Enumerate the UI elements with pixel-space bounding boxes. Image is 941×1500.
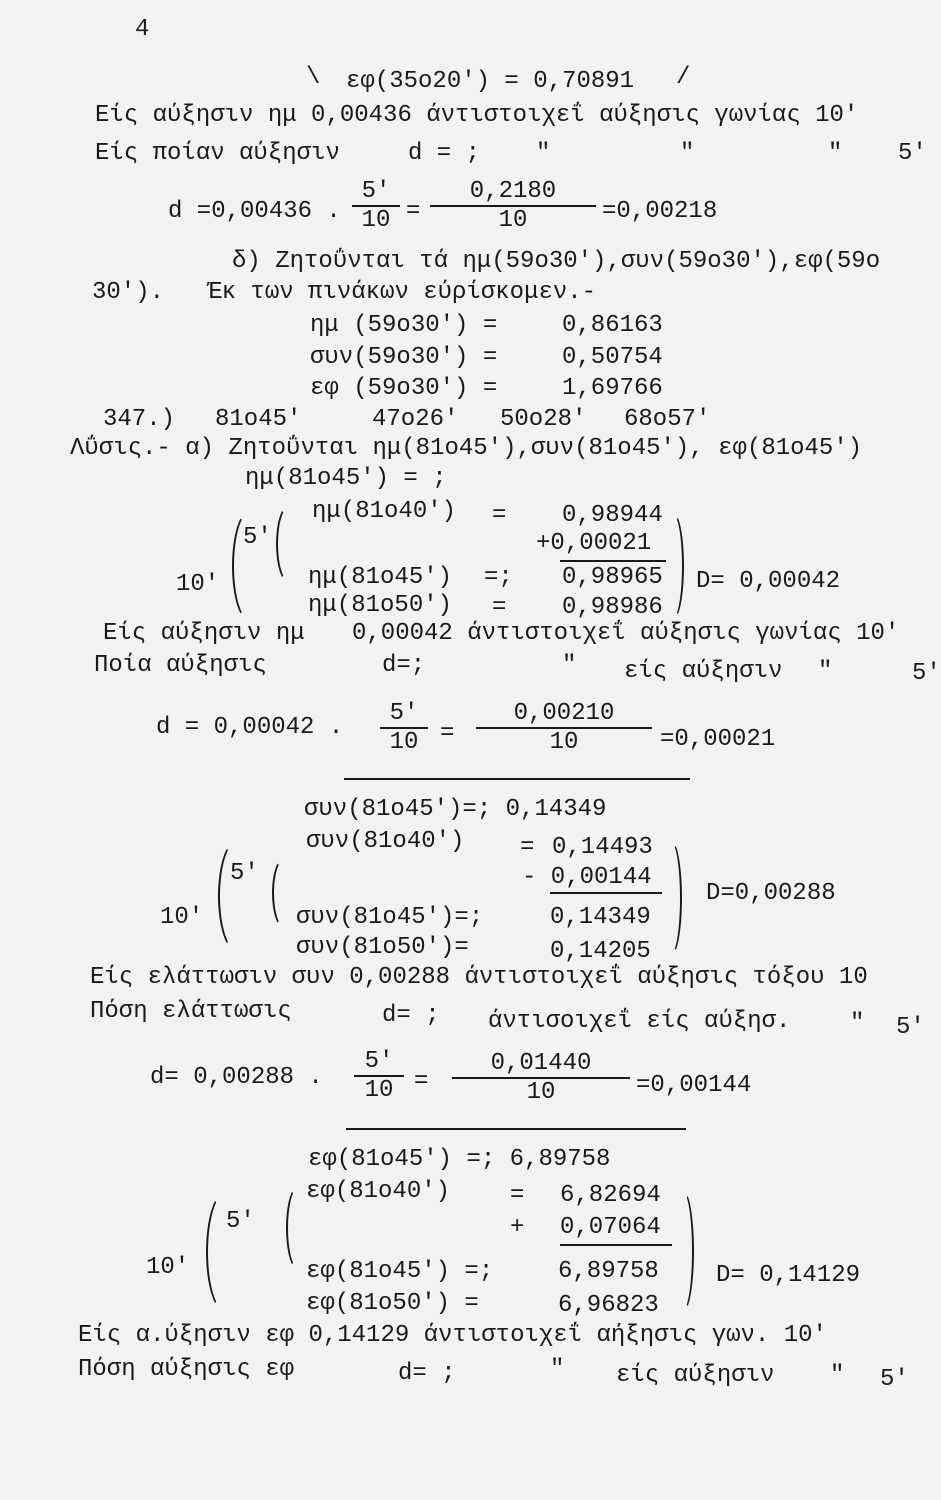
value: 0,14349 (550, 904, 651, 931)
separator-rule (344, 778, 690, 780)
fraction-num: 0,00210 (476, 702, 652, 729)
delta-value: D= 0,00042 (696, 568, 841, 595)
fraction (476, 702, 652, 755)
value: 0,14493 (552, 834, 653, 861)
fraction-num: 5′ (352, 180, 400, 207)
calc-result: =0,00021 (660, 726, 776, 753)
value: 0,86163 (562, 312, 663, 339)
five-minutes: 5′ (226, 1208, 255, 1235)
text-line: Ποία αύξησις (94, 652, 267, 679)
ditto-mark: " (830, 1362, 845, 1389)
tan-label: εφ(81ο40′) (306, 1178, 451, 1205)
angle: 50ο28′ (500, 406, 587, 433)
fraction-den: 10 (549, 729, 579, 756)
five-minutes: 5′ (230, 860, 259, 887)
cos-label: συν(81ο40′) (306, 828, 465, 855)
angle: 68ο57′ (624, 406, 711, 433)
sin-label: ημ(81ο40′) (312, 498, 457, 525)
sum-rule (550, 892, 662, 894)
right-brace (662, 512, 684, 620)
value: 0,14205 (550, 938, 651, 965)
ten-minutes: 10′ (176, 571, 220, 598)
fraction-num: 0,2180 (430, 180, 596, 207)
fraction-den: 10 (389, 729, 419, 756)
equals-sign: = (510, 1182, 525, 1209)
tan-query: εφ(81ο45′) =; 6,89758 (308, 1146, 611, 1173)
ten-minutes: 10′ (146, 1254, 190, 1281)
value-label: εφ (59ο30′) = (310, 375, 498, 402)
fraction (380, 702, 428, 755)
right-brace (660, 840, 682, 956)
inner-brace (276, 505, 302, 583)
text-line: είς αύξησιν (616, 1362, 775, 1389)
text-line: 5′ (896, 1014, 925, 1041)
text-line: d = ; (408, 140, 481, 167)
cos-label: συν(81ο45′)=; (296, 904, 484, 931)
ten-minutes: 10′ (160, 904, 204, 931)
sin-label: ημ(81ο45′) (308, 564, 453, 591)
right-brace (672, 1190, 694, 1312)
value: 6,89758 (558, 1258, 659, 1285)
angle: 47ο26′ (372, 406, 459, 433)
value-label: συν(59ο30′) = (310, 344, 498, 371)
tan-35-20-line: εφ(35ο20′) = 0,70891 (346, 68, 635, 95)
value: 0,98944 (562, 502, 663, 529)
equals-sign: = (440, 720, 455, 747)
ditto-mark: " (828, 140, 843, 167)
equals-sign: = (520, 834, 535, 861)
separator-rule (346, 1128, 686, 1130)
text-line: d= ; (398, 1360, 456, 1387)
equals-sign: = (406, 198, 421, 225)
calc-prefix: d= 0,00288 . (150, 1064, 323, 1091)
equals-sign: = (414, 1068, 429, 1095)
text-line: Είς αύξησιν ημ (103, 620, 305, 647)
calc-prefix: d =0,00436 . (168, 198, 341, 225)
text-line: Είς ποίαν αύξησιν (95, 140, 340, 167)
delta-value: D=0,00288 (706, 880, 836, 907)
angle: 81ο45′ (215, 406, 302, 433)
section-d-line: 30′). Έκ των πινάκων εύρίσκομεν.- (92, 279, 597, 306)
fraction-den: 10 (526, 1079, 556, 1106)
tan-label: εφ(81ο45′) =; (306, 1258, 494, 1285)
cos-query: συν(81ο45′)=; 0,14349 (304, 796, 607, 823)
sin-query: ημ(81ο45′) = ; (245, 465, 447, 492)
fraction-den: 10 (361, 207, 391, 234)
ditto-mark: " (818, 658, 833, 685)
difference: +0,00021 (536, 530, 652, 557)
slash-mark: / (676, 64, 691, 91)
difference: 0,07064 (560, 1214, 661, 1241)
tan-label: εφ(81ο50′) = (306, 1290, 479, 1317)
value-label: ημ (59ο30′) = (310, 312, 498, 339)
fraction-den: 10 (364, 1077, 394, 1104)
delta-value: D= 0,14129 (716, 1262, 861, 1289)
equals-sign: = (492, 502, 507, 529)
text-line: Είς ελάττωσιν συν 0,00288 άντιστοιχεΐ αύξησις τόξου 10 (90, 964, 868, 991)
text-line: είς αύξησιν (624, 658, 783, 685)
value: 6,82694 (560, 1182, 661, 1209)
cos-label: συν(81ο50′)= (296, 934, 469, 961)
value: 1,69766 (562, 375, 663, 402)
text-line: Πόση αύξησις εφ (78, 1356, 295, 1383)
value: 0,50754 (562, 344, 663, 371)
text-line: 5′ (898, 140, 927, 167)
text-line: Πόση ελάττωσις (90, 998, 292, 1025)
problem-number: 347.) (103, 406, 176, 433)
text-line: 0,00042 άντιστοιχεΐ αύξησις γωνίας 10′ (352, 620, 900, 647)
solution-heading: Λΰσις.- α) Ζητοΰνται ημ(81ο45′),συν(81ο45′), εφ(81ο45′) (70, 435, 863, 462)
fraction-den: 10 (498, 207, 528, 234)
equals-sign: = (492, 594, 507, 621)
ditto-mark: " (550, 1356, 565, 1383)
plus-sign: + (510, 1214, 525, 1241)
calc-result: =0,00218 (602, 198, 718, 225)
fraction (354, 1050, 404, 1103)
section-d-line: δ) Ζητοΰνται τά ημ(59ο30′),συν(59ο30′),εφ(59ο (232, 248, 881, 275)
sum-rule (560, 1244, 672, 1246)
calc-result: =0,00144 (636, 1072, 752, 1099)
fraction-num: 5′ (380, 702, 428, 729)
tick-mark: \ (306, 64, 321, 91)
text-line: 5′ (880, 1366, 909, 1393)
value: 0,98986 (562, 594, 663, 621)
inner-brace (272, 858, 296, 928)
fraction-num: 0,01440 (452, 1052, 630, 1079)
value: 0,98965 (562, 564, 663, 591)
text-line: d= ; (382, 1002, 440, 1029)
ditto-mark: " (680, 140, 695, 167)
sin-label: ημ(81ο50′) (308, 592, 453, 619)
text-line: d=; (382, 652, 426, 679)
equals-query: =; (484, 564, 513, 591)
page-number: 4 (135, 16, 150, 43)
sum-rule (560, 560, 666, 562)
outer-brace (218, 840, 256, 952)
value: 6,96823 (558, 1292, 659, 1319)
text-line: Είς α.ύξησιν εφ 0,14129 άντιστοιχεΐ αήξησις γων. 10′ (78, 1322, 827, 1349)
ditto-mark: " (536, 140, 551, 167)
fraction (430, 180, 596, 233)
ditto-mark: " (562, 652, 577, 679)
text-line: 5′ (912, 660, 941, 687)
calc-prefix: d = 0,00042 . (156, 714, 344, 741)
text-line: Είς αύξησιν ημ 0,00436 άντιστοιχεΐ αύξησις γωνίας 10′ (95, 102, 859, 129)
fraction-num: 5′ (354, 1050, 404, 1077)
text-line: άντισοιχεΐ είς αύξησ. (488, 1008, 791, 1035)
five-minutes: 5′ (243, 524, 272, 551)
fraction (352, 180, 400, 233)
difference: - 0,00144 (522, 864, 652, 891)
fraction (452, 1052, 630, 1105)
ditto-mark: " (850, 1010, 865, 1037)
